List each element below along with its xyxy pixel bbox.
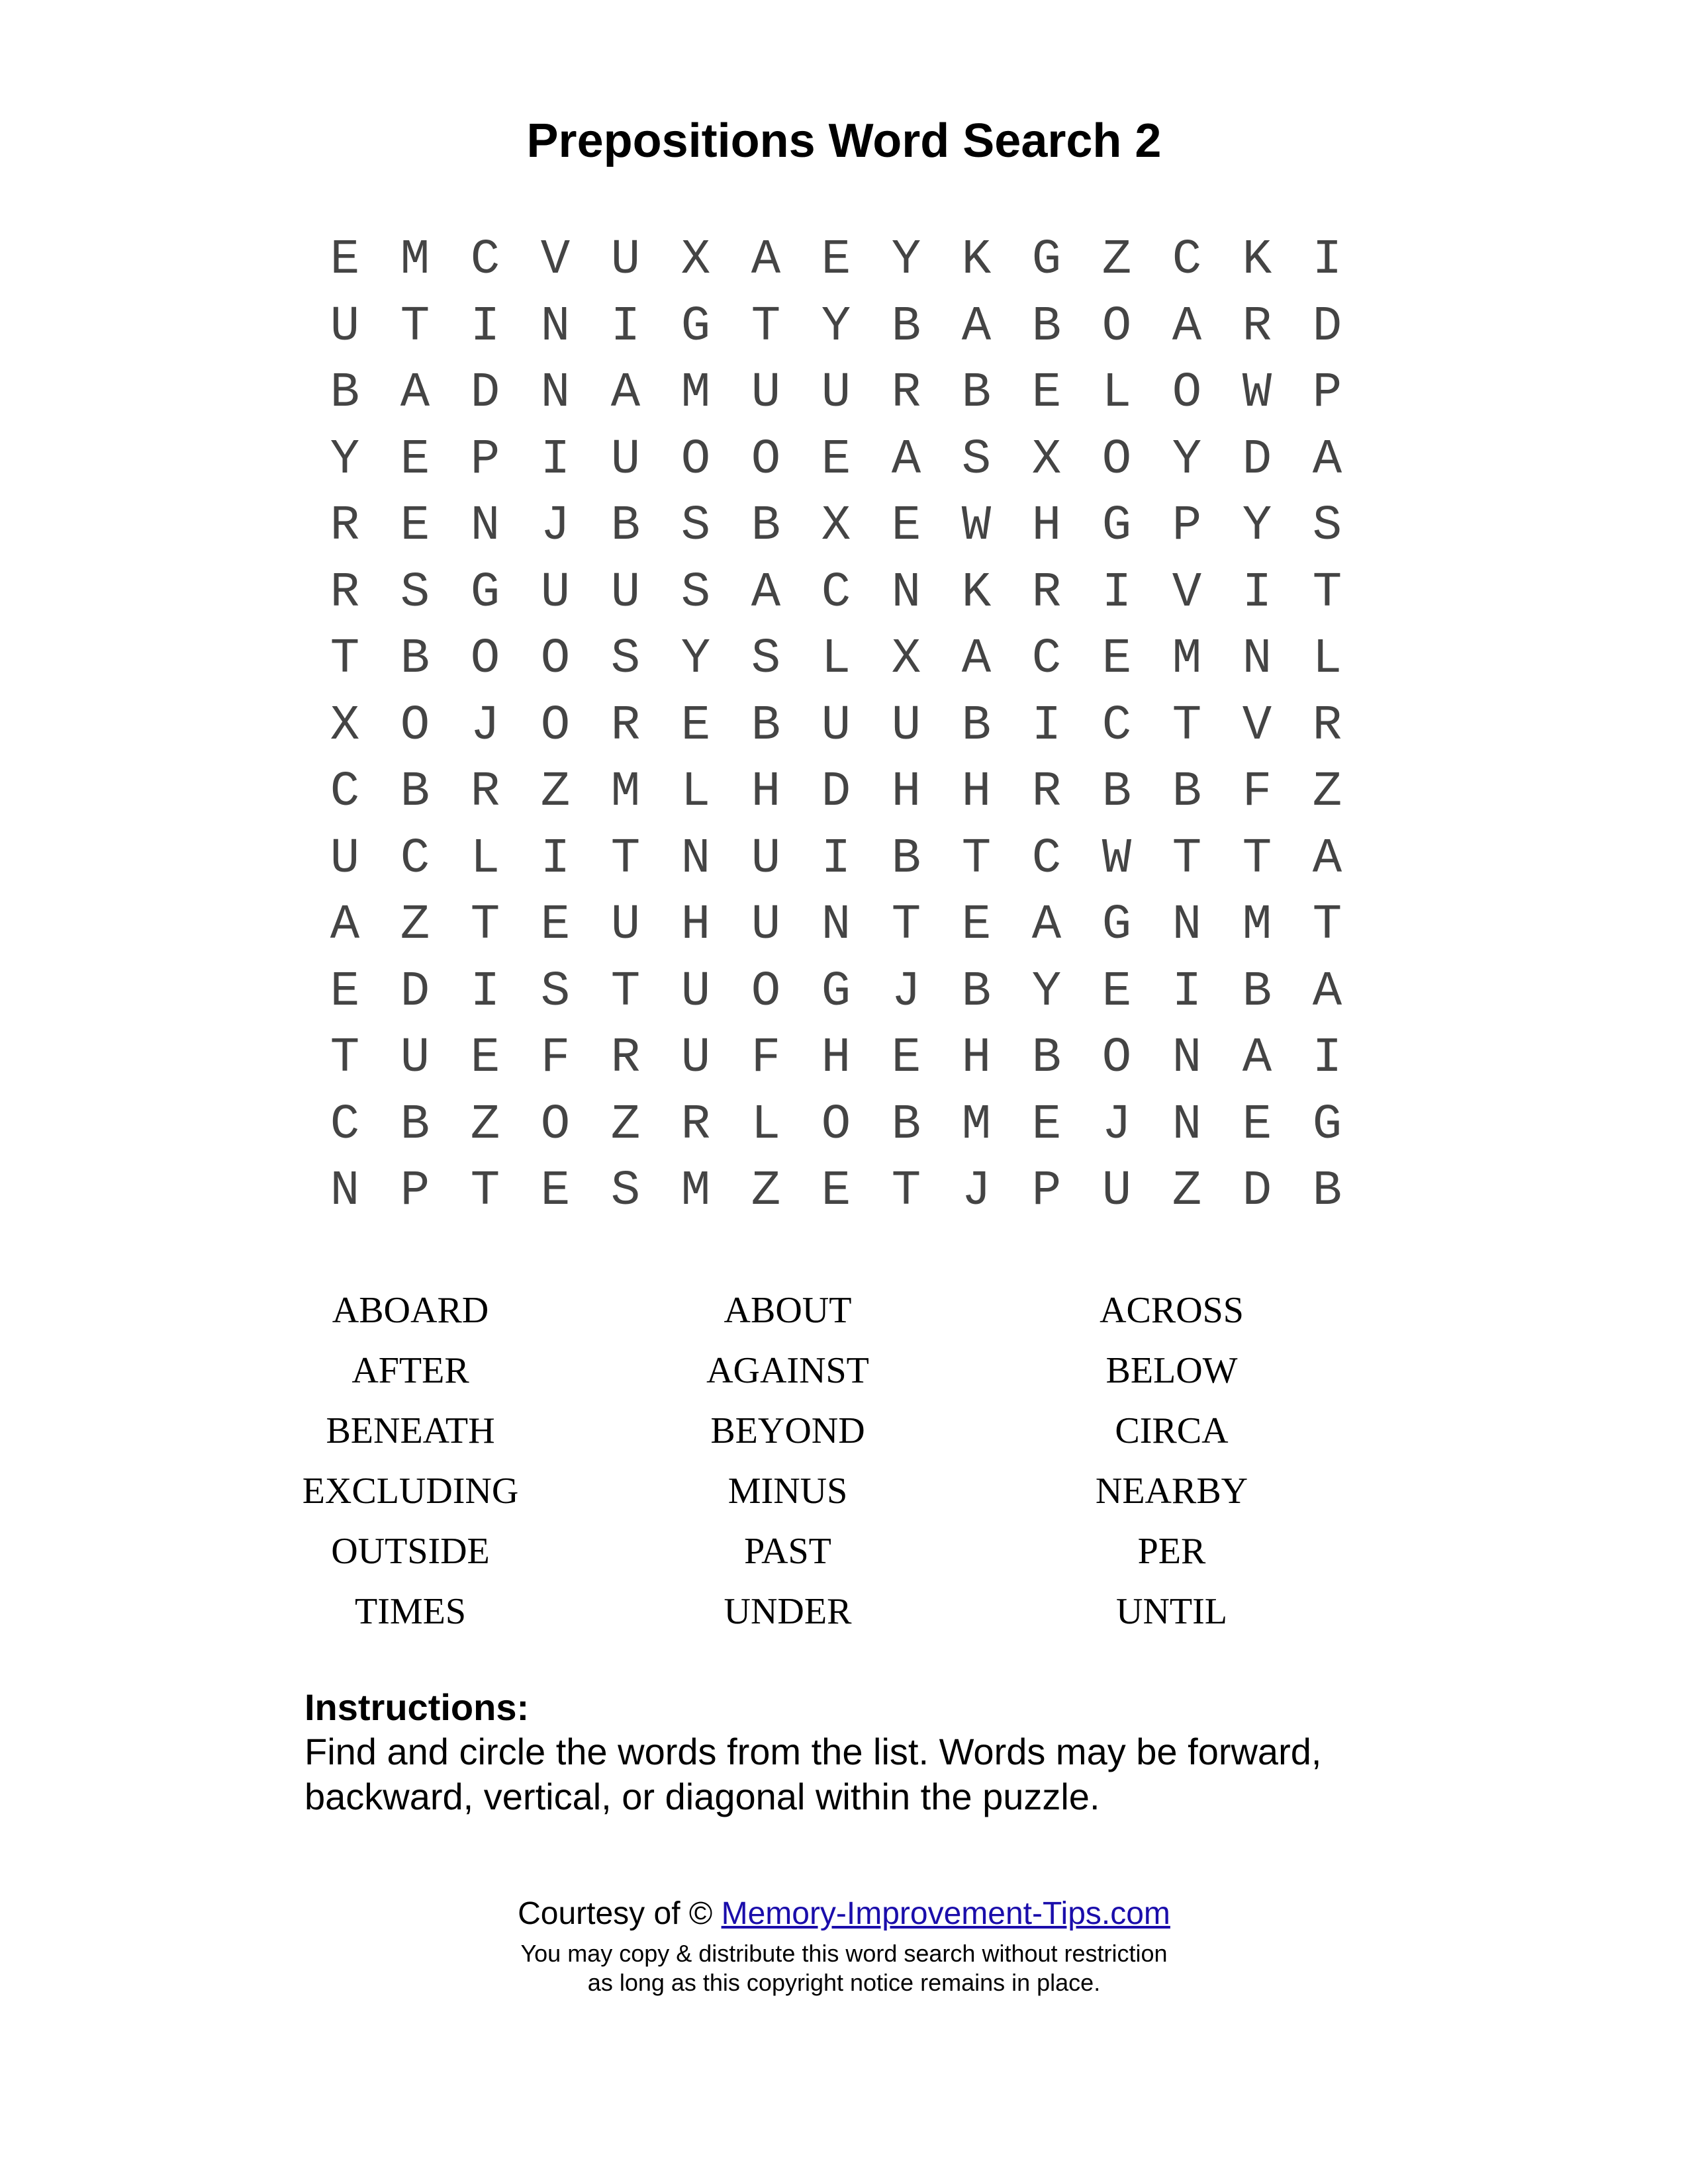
grid-letter: Y [891,232,921,288]
word-list [265,1281,1430,1642]
grid-letter: H [751,764,781,820]
grid-letter: C [330,1097,360,1153]
grid-letter: V [1242,698,1272,754]
grid-letter: C [330,764,360,820]
grid-letter: G [1102,897,1132,953]
grid-letter: F [540,1030,571,1086]
grid-letter: U [610,232,641,288]
word-list-item: PER [1137,1531,1206,1572]
grid-letter: U [330,831,360,887]
grid-letter: J [891,964,921,1020]
courtesy-line [0,1893,1688,1935]
grid-letter: J [470,698,500,754]
grid-letter: V [1172,565,1202,621]
grid-letter: C [1031,831,1062,887]
grid-letter: B [1031,298,1062,355]
grid-letter: X [821,498,851,554]
grid-letter: T [1172,698,1202,754]
grid-letter: Z [1172,1163,1202,1219]
grid-letter: D [470,365,500,421]
grid-letter: V [540,232,571,288]
grid-letter: P [1312,365,1342,421]
grid-letter: U [610,565,641,621]
grid-letter: H [680,897,711,953]
grid-letter: N [1172,1097,1202,1153]
grid-letter: O [1102,298,1132,355]
grid-letter: U [330,298,360,355]
grid-letter: E [400,432,430,488]
grid-letter: U [680,964,711,1020]
grid-letter: D [1242,1163,1272,1219]
instructions-text: Find and circle the words from the list. Words may be forward, backward, vertical, or diagonal within the puzzle. [305,1731,1322,1817]
grid-letter: F [751,1030,781,1086]
grid-letter: E [821,232,851,288]
grid-letter: B [330,365,360,421]
grid-letter: J [961,1163,992,1219]
grid-letter: N [680,831,711,887]
grid-letter: X [680,232,711,288]
grid-letter: C [400,831,430,887]
word-list-item: BEYOND [710,1410,865,1451]
grid-letter: P [400,1163,430,1219]
grid-letter: P [470,432,500,488]
grid-letter: N [1242,631,1272,687]
grid-letter: A [1031,897,1062,953]
grid-letter: E [540,1163,571,1219]
grid-letter: T [751,298,781,355]
grid-letter: B [751,698,781,754]
grid-letter: O [400,698,430,754]
word-list-item: TIMES [355,1591,466,1632]
grid-letter: A [961,631,992,687]
grid-letter: L [470,831,500,887]
grid-letter: M [400,232,430,288]
grid-letter: U [751,897,781,953]
grid-letter: G [1031,232,1062,288]
word-list-item: ABOUT [724,1290,852,1331]
grid-letter: M [680,1163,711,1219]
grid-letter: U [891,698,921,754]
grid-letter: U [1102,1163,1132,1219]
word-list-item: ABOARD [332,1290,489,1331]
grid-letter: U [610,432,641,488]
grid-letter: T [400,298,430,355]
grid-letter: N [540,298,571,355]
grid-letter: S [610,1163,641,1219]
word-list-item: OUTSIDE [331,1531,490,1572]
grid-letter: C [1102,698,1132,754]
grid-letter: A [610,365,641,421]
grid-letter: B [1242,964,1272,1020]
grid-letter: R [1312,698,1342,754]
grid-letter: X [1031,432,1062,488]
word-list-item: NEARBY [1095,1471,1248,1512]
grid-letter: D [1242,432,1272,488]
grid-letter: E [330,964,360,1020]
grid-letter: T [891,897,921,953]
grid-letter: E [961,897,992,953]
grid-letter: I [540,432,571,488]
grid-letter: K [961,232,992,288]
grid-letter: E [1102,631,1132,687]
grid-letter: M [961,1097,992,1153]
grid-letter: A [1312,964,1342,1020]
grid-letter: G [680,298,711,355]
grid-letter: R [330,565,360,621]
grid-letter: A [891,432,921,488]
grid-letter: X [330,698,360,754]
grid-letter: Y [1031,964,1062,1020]
grid-letter: R [330,498,360,554]
grid-letter: O [751,432,781,488]
grid-letter: L [821,631,851,687]
grid-letter: H [821,1030,851,1086]
grid-letter: M [610,764,641,820]
grid-letter: T [610,831,641,887]
notice-line-1: You may copy & distribute this word search without restriction [520,1940,1168,1967]
grid-letter: B [1102,764,1132,820]
grid-letter: C [1172,232,1202,288]
grid-letter: B [751,498,781,554]
grid-letter: O [821,1097,851,1153]
grid-letter: E [400,498,430,554]
grid-letter: B [1172,764,1202,820]
grid-letter: C [470,232,500,288]
grid-letter: A [751,232,781,288]
grid-letter: M [680,365,711,421]
grid-letter: U [610,897,641,953]
grid-letter: B [1312,1163,1342,1219]
grid-letter: E [470,1030,500,1086]
grid-letter: W [961,498,992,554]
grid-letter: T [470,1163,500,1219]
grid-letter: N [821,897,851,953]
grid-letter: Z [1312,764,1342,820]
word-list-item: ACROSS [1100,1290,1244,1331]
grid-letter: R [610,698,641,754]
grid-letter: B [961,964,992,1020]
grid-letter: G [821,964,851,1020]
word-list-item: EXCLUDING [302,1471,519,1512]
grid-letter: B [1031,1030,1062,1086]
grid-letter: S [961,432,992,488]
grid-letter: O [751,964,781,1020]
grid-letter: O [1172,365,1202,421]
grid-letter: O [680,432,711,488]
grid-letter: F [1242,764,1272,820]
word-list-item: AFTER [352,1350,469,1391]
grid-letter: O [1102,1030,1132,1086]
grid-letter: G [1312,1097,1342,1153]
grid-letter: H [961,764,992,820]
word-list-item: BELOW [1105,1350,1238,1391]
grid-letter: Y [1242,498,1272,554]
grid-letter: T [610,964,641,1020]
grid-letter: N [1172,897,1202,953]
page-title: Prepositions Word Search 2 [526,114,1162,167]
grid-letter: R [1242,298,1272,355]
grid-letter: B [400,1097,430,1153]
grid-letter: E [540,897,571,953]
grid-letter: T [470,897,500,953]
grid-letter: E [1031,365,1062,421]
grid-letter: I [470,964,500,1020]
copyright-notice [0,1939,1688,1997]
grid-letter: Z [610,1097,641,1153]
grid-letter: I [1031,698,1062,754]
grid-letter: P [1172,498,1202,554]
courtesy-prefix: Courtesy of © [518,1896,713,1931]
grid-letter: M [1242,897,1272,953]
grid-letter: B [610,498,641,554]
grid-letter: S [1312,498,1342,554]
grid-letter: S [680,565,711,621]
grid-letter: G [470,565,500,621]
grid-letter: S [751,631,781,687]
grid-letter: Y [821,298,851,355]
grid-letter: R [1031,565,1062,621]
grid-letter: U [821,365,851,421]
grid-letter: A [330,897,360,953]
word-list-item: AGAINST [706,1350,869,1391]
notice-line-2: as long as this copyright notice remains in place. [587,1969,1101,1996]
grid-letter: C [1031,631,1062,687]
grid-letter: D [1312,298,1342,355]
word-list-item: MINUS [727,1471,848,1512]
grid-letter: S [540,964,571,1020]
grid-letter: T [1242,831,1272,887]
grid-letter: U [680,1030,711,1086]
grid-letter: J [540,498,571,554]
grid-letter: I [540,831,571,887]
grid-letter: E [680,698,711,754]
grid-letter: I [470,298,500,355]
grid-letter: I [1102,565,1132,621]
grid-letter: T [961,831,992,887]
grid-letter: T [330,631,360,687]
grid-letter: S [400,565,430,621]
grid-letter: N [891,565,921,621]
grid-letter: A [961,298,992,355]
grid-letter: Z [1102,232,1132,288]
grid-letter: I [610,298,641,355]
grid-letter: H [891,764,921,820]
grid-letter: I [1172,964,1202,1020]
grid-letter: I [1312,232,1342,288]
grid-letter: Z [751,1163,781,1219]
grid-letter: E [821,1163,851,1219]
grid-letter: R [1031,764,1062,820]
website-link[interactable]: Memory-Improvement-Tips.com [721,1896,1170,1931]
grid-letter: R [610,1030,641,1086]
grid-letter: M [1172,631,1202,687]
grid-letter: J [1102,1097,1132,1153]
grid-letter: P [1031,1163,1062,1219]
grid-letter: I [821,831,851,887]
grid-letter: E [891,1030,921,1086]
instructions-heading: Instructions: [305,1686,530,1728]
grid-letter: T [1312,565,1342,621]
grid-letter: T [330,1030,360,1086]
letter-grid [310,227,1362,1224]
grid-letter: A [751,565,781,621]
grid-letter: A [1172,298,1202,355]
grid-letter: T [1172,831,1202,887]
grid-letter: L [751,1097,781,1153]
grid-letter: O [540,1097,571,1153]
grid-letter: E [891,498,921,554]
grid-letter: R [891,365,921,421]
grid-letter: N [1172,1030,1202,1086]
grid-letter: B [961,698,992,754]
grid-letter: K [1242,232,1272,288]
grid-letter: S [680,498,711,554]
grid-letter: R [680,1097,711,1153]
grid-letter: U [751,365,781,421]
grid-letter: T [891,1163,921,1219]
word-list-item: UNTIL [1116,1591,1227,1632]
word-list-item: CIRCA [1115,1410,1229,1451]
grid-letter: W [1102,831,1132,887]
grid-letter: R [470,764,500,820]
grid-letter: E [821,432,851,488]
grid-letter: Z [400,897,430,953]
grid-letter: Y [680,631,711,687]
grid-letter: O [540,631,571,687]
grid-letter: D [400,964,430,1020]
grid-letter: B [400,764,430,820]
grid-letter: N [470,498,500,554]
grid-letter: N [330,1163,360,1219]
grid-letter: D [821,764,851,820]
grid-letter: A [1312,831,1342,887]
grid-letter: U [540,565,571,621]
word-list-item: PAST [744,1531,831,1572]
grid-letter: B [891,1097,921,1153]
grid-letter: Y [1172,432,1202,488]
grid-letter: Z [540,764,571,820]
grid-letter: A [400,365,430,421]
grid-letter: Y [330,432,360,488]
word-list-item: BENEATH [326,1410,495,1451]
grid-letter: B [891,831,921,887]
grid-letter: L [680,764,711,820]
grid-letter: H [961,1030,992,1086]
grid-letter: U [400,1030,430,1086]
grid-letter: E [330,232,360,288]
grid-letter: B [961,365,992,421]
grid-letter: E [1031,1097,1062,1153]
grid-letter: B [891,298,921,355]
grid-letter: G [1102,498,1132,554]
grid-letter: E [1102,964,1132,1020]
grid-letter: S [610,631,641,687]
grid-letter: A [1312,432,1342,488]
grid-letter: T [1312,897,1342,953]
grid-letter: B [400,631,430,687]
grid-letter: H [1031,498,1062,554]
grid-letter: K [961,565,992,621]
grid-letter: O [1102,432,1132,488]
grid-letter: I [1242,565,1272,621]
grid-letter: U [751,831,781,887]
grid-letter: I [1312,1030,1342,1086]
grid-letter: O [540,698,571,754]
grid-letter: E [1242,1097,1272,1153]
grid-letter: X [891,631,921,687]
grid-letter: O [470,631,500,687]
grid-letter: A [1242,1030,1272,1086]
word-list-item: UNDER [724,1591,852,1632]
grid-letter: L [1312,631,1342,687]
grid-letter: C [821,565,851,621]
grid-letter: Z [470,1097,500,1153]
grid-letter: W [1242,365,1272,421]
grid-letter: U [821,698,851,754]
grid-letter: L [1102,365,1132,421]
grid-letter: N [540,365,571,421]
